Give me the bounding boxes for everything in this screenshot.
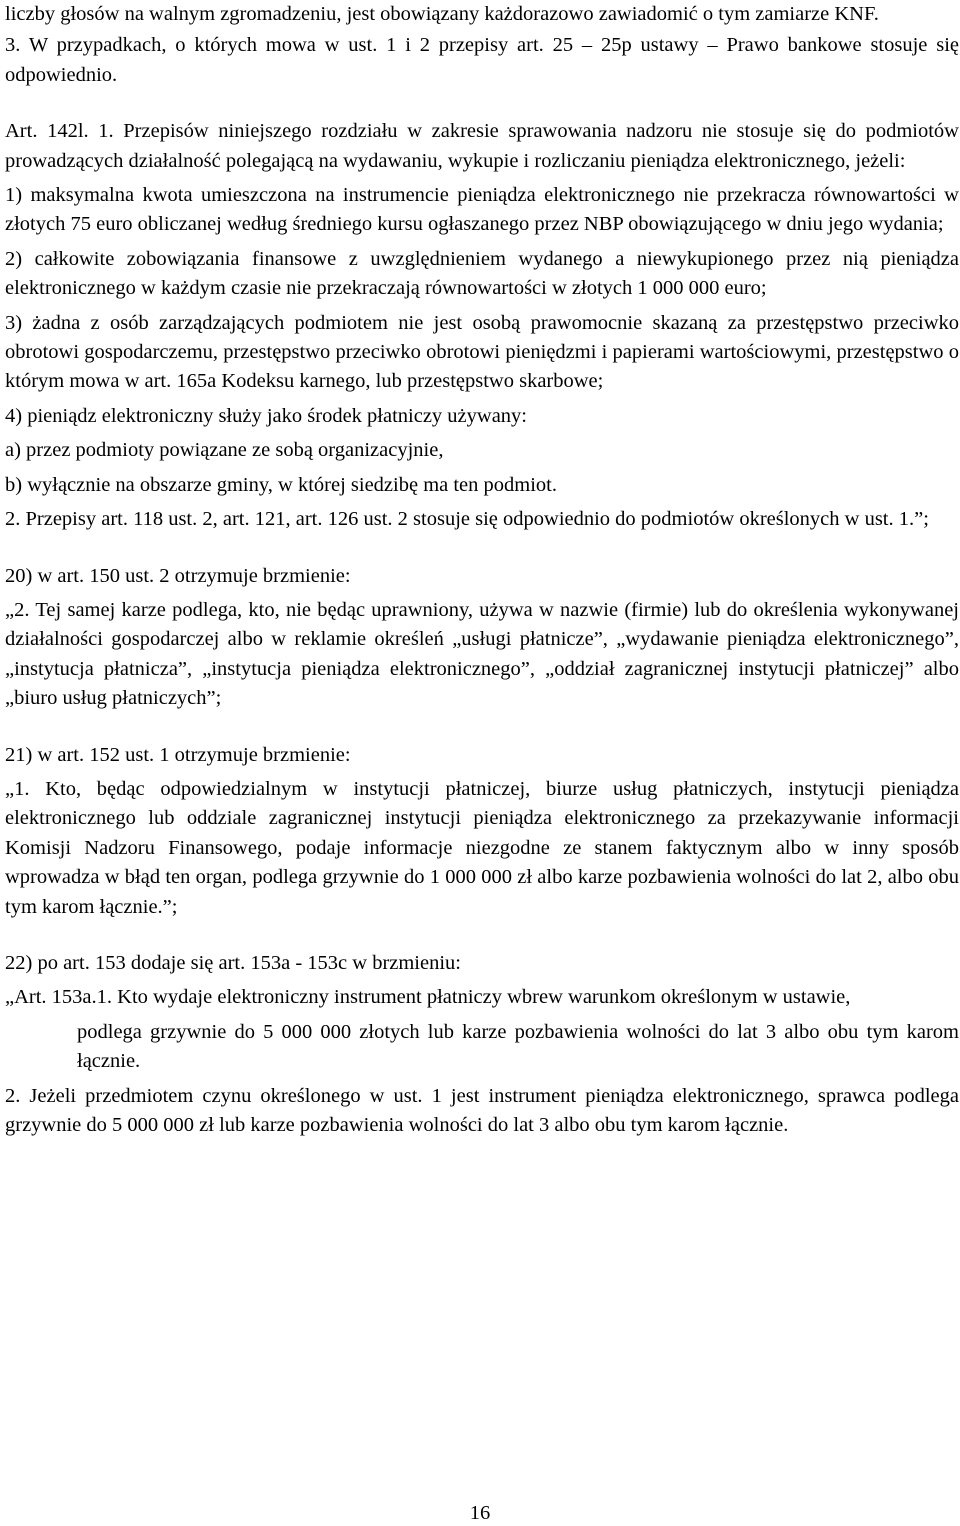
page-number: 16 <box>469 1502 491 1524</box>
document-page <box>5 0 959 1140</box>
list-item-point-b: b) wyłącznie na obszarze gminy, w której siedzibę ma ten podmiot. <box>5 473 557 496</box>
list-item-point-1: 1) maksymalna kwota umieszczona na instrumencie pieniądza elektronicznego nie przekracza równowartości w złotych 75 euro obliczanej według średniego kursu ogłaszanego przez NBP obowiązującego w dniu jego wydania; <box>5 184 959 236</box>
art-153a-text: „Art. 153a.1. Kto wydaje elektroniczny instrument płatniczy wbrew warunkom określonym w ustawie, <box>5 986 851 1009</box>
art-153a-penalty: podlega grzywnie do 5 000 000 złotych lub karze pozbawienia wolności do lat 3 albo obu tym karom łącznie. <box>77 1020 959 1073</box>
amendment-21-text: „1. Kto, będąc odpowiedzialnym w instytucji płatniczej, biurze usług płatniczych, instytucji pieniądza elektronicznego lub oddziale zagranicznej instytucji pieniądza elektronicznego za przekazywanie informacji Komisji Nadzoru Finansowego, podaje informacje niezgodne ze stanem faktycznym albo w inny sposób wprowadza w błąd ten organ, podlega grzywnie do 1 000 000 zł albo karze pozbawienia wolności do lat 2, albo obu tym karom łącznie.”; <box>5 777 959 918</box>
amendment-20-heading: 20) w art. 150 ust. 2 otrzymuje brzmienie: <box>5 564 351 587</box>
paragraph-knf-notice: liczby głosów na walnym zgromadzeniu, jest obowiązany każdorazowo zawiadomić o tym zamiarze KNF. <box>5 3 879 25</box>
list-item-point-4: 4) pieniądz elektroniczny służy jako środek płatniczy używany: <box>5 404 527 427</box>
list-item-point-a: a) przez podmioty powiązane ze sobą organizacyjnie, <box>5 439 444 462</box>
paragraph-banking-law-reference: 3. W przypadkach, o których mowa w ust. 1 i 2 przepisy art. 25 – 25p ustawy – Prawo bankowe stosuje się odpowiednio. <box>5 34 959 86</box>
amendment-20-text: „2. Tej samej karze podlega, kto, nie będąc uprawniony, używa w nazwie (firmie) lub do określenia wykonywanej działalności gospodarczej albo w reklamie określeń „usługi płatnicze”, „wydawanie pieniądza elektronicznego”, „instytucja płatnicza”, „instytucja pieniądza elektronicznego”, „oddział zagranicznej instytucji płatniczej” albo „biuro usług płatniczych”; <box>5 598 959 710</box>
list-item-point-2: 2) całkowite zobowiązania finansowe z uwzględnieniem wydanego a niewykupionego przez nią pieniądza elektronicznego w każdym czasie nie przekraczają równowartości w złotych 1 000 000 euro; <box>5 247 959 300</box>
paragraph-art-142l: Art. 142l. 1. Przepisów niniejszego rozdziału w zakresie sprawowania nadzoru nie stosuje się do podmiotów prowadzących działalność polegającą na wydawaniu, wykupie i rozliczaniu pieniądza elektronicznego, jeżeli: <box>5 120 959 172</box>
amendment-21-heading: 21) w art. 152 ust. 1 otrzymuje brzmienie: <box>5 743 351 766</box>
paragraph-art-142l-ust-2: 2. Przepisy art. 118 ust. 2, art. 121, art. 126 ust. 2 stosuje się odpowiednio do podmiotów określonych w ust. 1.”; <box>5 508 929 531</box>
art-153a-ust-2: 2. Jeżeli przedmiotem czynu określonego w ust. 1 jest instrument pieniądza elektronicznego, sprawca podlega grzywnie do 5 000 000 zł lub karze pozbawienia wolności do lat 3 albo obu tym karom łącznie. <box>5 1084 959 1136</box>
list-item-point-3: 3) żadna z osób zarządzających podmiotem nie jest osobą prawomocnie skazaną za przestępstwo przeciwko obrotowi gospodarczemu, przestępstwo przeciwko obrotowi pieniędzmi i papierami wartościowymi, przestępstwo o którym mowa w art. 165a Kodeksu karnego, lub przestępstwo skarbowe; <box>5 311 959 393</box>
amendment-22-heading: 22) po art. 153 dodaje się art. 153a - 153c w brzmieniu: <box>5 951 461 974</box>
